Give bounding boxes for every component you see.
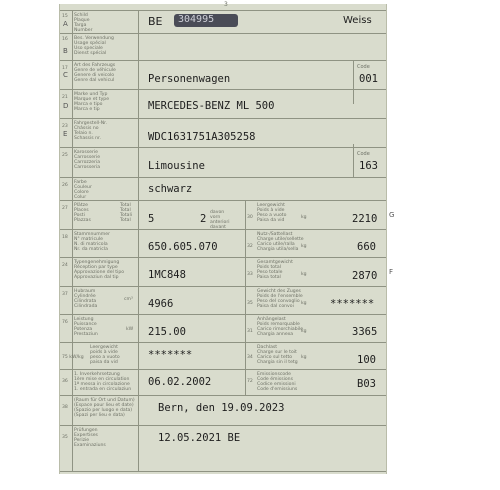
field-label: Gewicht des Zuges Poids de l'ensemble Peso del convoglio Paisa dal convoi	[257, 289, 303, 309]
power-weight-value: *******	[148, 349, 193, 361]
page-number: 3	[224, 1, 228, 8]
vehicle-registration-document	[59, 1, 395, 474]
field-label: Fahrgestell-Nr. Châssis no Telaio n. Schassis nr.	[74, 121, 108, 141]
row-number: 35	[62, 435, 68, 440]
field-label: Prüfungen Expertises Perizie Examinaziuns	[74, 428, 106, 448]
unit-label: kg	[301, 355, 307, 360]
train-weight-value: *******	[330, 298, 375, 310]
row-number: 34	[247, 355, 253, 360]
field-label: Bes. Verwendung Usage spécial Uso speciale Dienst spécial	[74, 36, 114, 56]
field-label: Emissionscode Code émissions Codice emissioni Code d'emissiuns	[257, 372, 298, 392]
field-label: Leergewicht Poids à vide Peso a vuoto Paisa da vid	[257, 203, 287, 223]
row-number: 27	[62, 206, 68, 211]
row-color	[60, 177, 386, 200]
side-letter: B	[63, 47, 68, 55]
unit-label: kg	[301, 244, 307, 249]
row-number: 35	[247, 301, 253, 306]
type-approval-value: 1MC848	[148, 269, 186, 281]
row-place-date	[60, 395, 386, 425]
field-label: Art des Fahrzeugs Genre de véhicule Genere di veicolo Genre dal vehicul	[74, 63, 116, 83]
row-number: 32	[247, 244, 253, 249]
row-number: 36	[62, 379, 68, 384]
field-label: Farbe Couleur Colore Colur	[74, 180, 92, 200]
row-number: 75 kW/kg	[62, 355, 84, 360]
code-label: Code	[357, 151, 370, 157]
row-number: 18	[62, 235, 68, 240]
field-label: Leistung Puissance Potenza Prestaziun	[74, 317, 98, 337]
row-chassis	[60, 118, 386, 147]
side-letter: F	[389, 268, 394, 276]
vehicle-kind-code: 001	[359, 73, 378, 85]
power-value: 215.00	[148, 326, 186, 338]
row-number: 24	[62, 263, 68, 268]
row-inspections	[60, 425, 386, 472]
master-number-value: 650.605.070	[148, 241, 218, 253]
side-letter: E	[63, 130, 68, 138]
row-number: 76	[62, 320, 68, 325]
code-label: Code	[357, 64, 370, 70]
field-label: Plätze Places Posti Plazzas	[74, 203, 91, 223]
roof-load-value: 100	[357, 354, 376, 366]
field-label: (Raum für Ort und Datum) (Espace pour lieu et date) (Spazio per luogo e data) (Spazi per lieu e data)	[74, 398, 135, 418]
inspection-value: 12.05.2021 BE	[158, 432, 241, 444]
row-number: 33	[247, 272, 253, 277]
unit-label: cm³	[124, 297, 133, 302]
field-label: Karosserie Carrosserie Carrozzeria Carrosseria	[74, 150, 101, 170]
row-number: 16	[62, 37, 68, 42]
plate-prefix: BE	[148, 15, 163, 28]
row-number: 26	[62, 183, 68, 188]
unit-label: kg	[301, 329, 307, 334]
field-label: Leergewicht poids à vide peso a vuoto paisa da vid	[90, 345, 120, 365]
row-vehicle-kind	[60, 60, 386, 89]
unit-label: kg	[301, 301, 307, 306]
field-label: 1. Inverkehrsetzung 1ère mise en circulation 1ª messa in circolazione 1. entrada en circulaziun	[74, 372, 132, 392]
seats-front-value: 2	[200, 213, 207, 225]
field-sublabel: davon vorn anteriori davant	[210, 210, 230, 230]
field-label: Nutz-/Sattellast Charge utile/sellette Carico utile/ralla Chargia utila/sella	[257, 232, 304, 252]
towing-load-value: 3365	[352, 326, 378, 338]
plate-number: 304995	[178, 14, 215, 25]
row-plate	[60, 10, 386, 33]
field-label: Hubraum Cylindrée Cilindrata Cilindrada	[74, 289, 98, 309]
place-date-value: Bern, den 19.09.2023	[158, 402, 285, 414]
row-number: 23	[62, 124, 68, 129]
side-letter: D	[63, 102, 69, 110]
body-value: Limousine	[148, 160, 205, 172]
row-number: 21	[62, 95, 68, 100]
field-label: Typengenehmigung Réception par type Approvazione del tipo Approvaziun dal tip	[74, 260, 125, 280]
side-letter: A	[63, 20, 68, 28]
unit-label: kg	[301, 215, 307, 220]
row-number: 15	[62, 14, 68, 19]
field-sublabel: Total Total Totali Total	[120, 203, 133, 223]
body-code: 163	[359, 160, 378, 172]
field-label: Marke und Typ Marque et type Marca e tipo Marca e tip	[74, 92, 110, 112]
field-label: Anhängelast Poids remorquable Carico rimorchiabile Chargia annexa	[257, 317, 304, 337]
row-number: 31	[247, 329, 253, 334]
empty-weight-value: 2210	[352, 213, 378, 225]
row-number: 30	[247, 215, 253, 220]
seats-total-value: 5	[148, 213, 155, 225]
first-registration-value: 06.02.2002	[148, 376, 212, 388]
payload-value: 660	[357, 241, 376, 253]
row-number: 25	[62, 153, 68, 158]
side-letter: C	[63, 71, 68, 79]
row-make-type	[60, 89, 386, 118]
chassis-number-value: WDC1631751A305258	[148, 131, 256, 143]
side-letter: G	[389, 211, 395, 219]
unit-label: kW	[126, 327, 134, 332]
row-number: 38	[62, 405, 68, 410]
make-type-value: MERCEDES-BENZ ML 500	[148, 100, 275, 112]
color-value: schwarz	[148, 183, 193, 195]
row-seats-empty-weight	[60, 200, 386, 229]
row-number: 37	[62, 292, 68, 297]
row-power-weight-roof-load	[60, 342, 386, 369]
row-number: 17	[62, 66, 68, 71]
total-weight-value: 2870	[352, 270, 378, 282]
row-type-approval-total-weight	[60, 257, 386, 286]
field-label: Dachlast Charge sur le toit Carico sul tetto Chargia sin il tetg	[257, 345, 298, 365]
field-label: Schild Plaque Targa Number	[74, 13, 93, 33]
row-first-registration-emission	[60, 369, 386, 395]
row-body	[60, 147, 386, 177]
row-displacement-train-weight	[60, 286, 386, 314]
vehicle-kind-value: Personenwagen	[148, 73, 231, 85]
field-label: Gesamtgewicht Poids total Peso totale Paisa total	[257, 260, 293, 280]
emission-code-value: B03	[357, 378, 376, 390]
row-master-number-payload	[60, 229, 386, 257]
plate-color: Weiss	[343, 15, 372, 26]
row-power-towing	[60, 314, 386, 342]
displacement-value: 4966	[148, 298, 174, 310]
field-label: Stammnummer N° matricule N. di matricola Nr. da matricla	[74, 232, 110, 252]
unit-label: kg	[301, 272, 307, 277]
row-special-use	[60, 33, 386, 60]
row-number: 72	[247, 379, 253, 384]
